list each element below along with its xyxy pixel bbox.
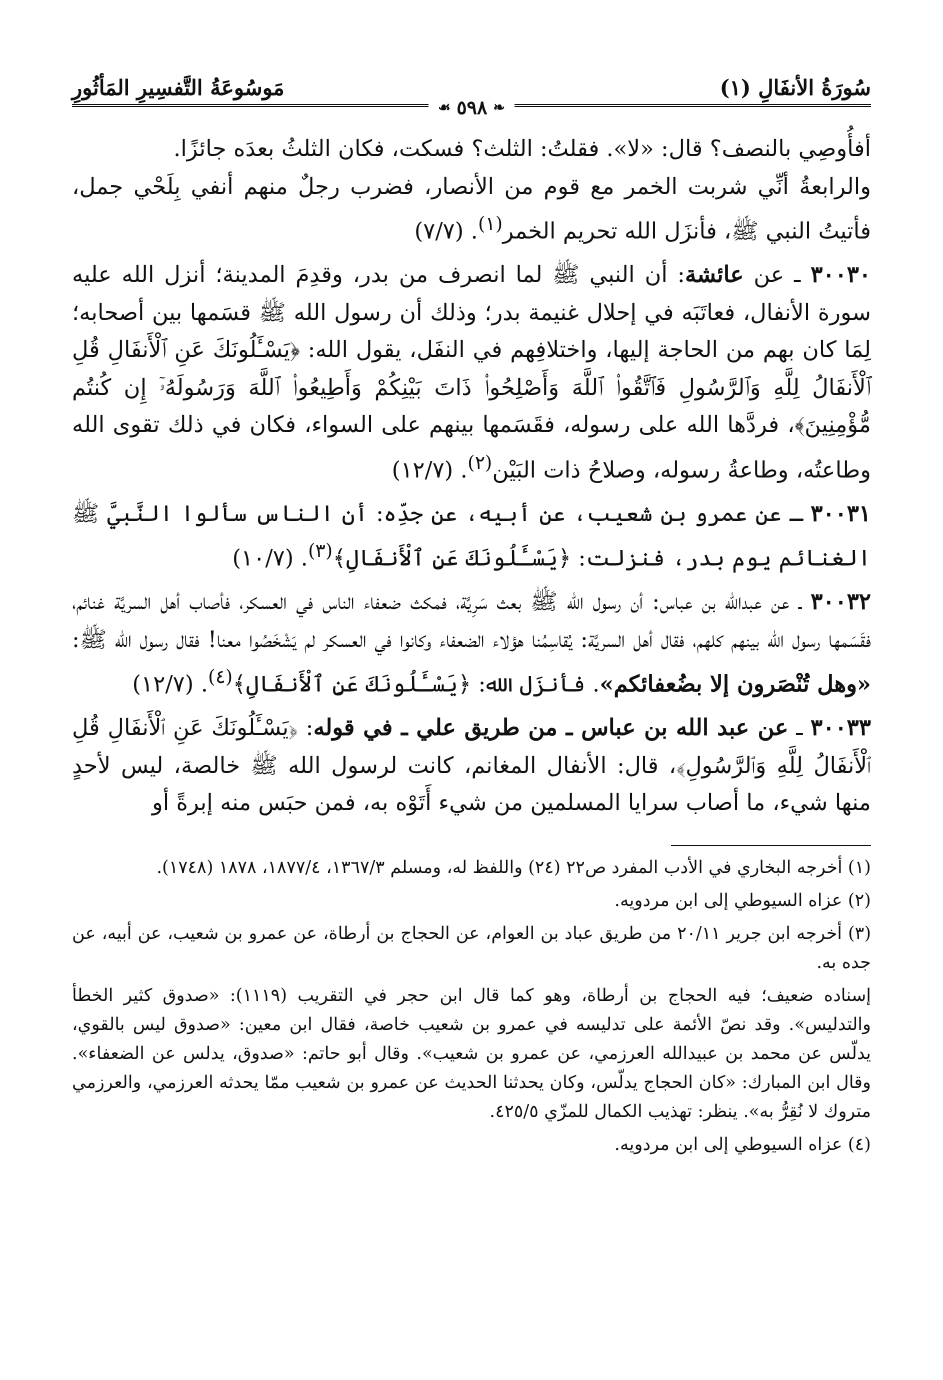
hadith-number: ٣٠٠٣١ bbox=[810, 500, 871, 527]
cross-ref: . (١٢/٧) bbox=[132, 671, 208, 698]
narrator-name: عائشة bbox=[684, 262, 744, 288]
hadith-prefix: ـ bbox=[788, 715, 811, 741]
prophetic-saying: «وهل تُنْصَرون إلا بضُعفائكم» bbox=[599, 671, 871, 698]
footnote-2: (٢) عزاه السيوطي إلى ابن مردويه. bbox=[614, 890, 871, 911]
footnote-4: (٤) عزاه السيوطي إلى ابن مردويه. bbox=[614, 1134, 871, 1155]
footnote-ref[interactable]: (٢) bbox=[467, 452, 493, 474]
paragraph-continuation bbox=[72, 131, 871, 251]
cross-ref: . (٧/٧) bbox=[414, 218, 478, 245]
ornament-icon: ☙ bbox=[438, 100, 451, 116]
page-number: ٥٩٨ bbox=[456, 97, 488, 119]
page-number-box bbox=[428, 97, 515, 119]
footnote-ref[interactable]: (٣) bbox=[307, 541, 333, 562]
hadith-text: ـ عن عبدالله بن عباس: أن رسول الله ﷺ بعث سَرِيَّة، فمكث ضعفاء الناس في العسكر، فأصاب أهل السريَّة غنائم، فقَسَمها رسول الله بينهم كلهم، فقال أهل السريَّة: يُقاسِمُنا هؤلاء الضعفاء وكانوا في العسكر لم يَشْخَصُوا معنا! فقال رسول الله ﷺ: bbox=[72, 589, 871, 653]
footnote-3-continued: إسناده ضعيف؛ فيه الحجاج بن أرطاة، وهو كما قال ابن حجر في التقريب (١١١٩): «صدوق كثير الخطأ والتدليس». وقد نصّ الأئمة على تدليسه في عمرو بن شعيب خاصة، فقال ابن معين: «صدوق ليس بالقوي، يدلّس عن محمد بن عبيدالله العرزمي، عن عمرو بن شعيب». وقال أبو حاتم: «صدوق، يدلس عن الضعفاء». وقال ابن المبارك: «كان الحجاج يدلّس، وكان يحدثنا الحديث عن عمرو بن شعيب ممّا يحدثه العرزمي، والعرزمي متروك لا نُقِرُّ به». ينظر: تهذيب الكمال للمزّي ٤٢٥/٥. bbox=[72, 985, 871, 1122]
main-text bbox=[72, 131, 871, 823]
footnote-3: (٣) أخرجه ابن جرير ٢٠/١١ من طريق عباد بن العوام، عن الحجاج بن أرطاة، عن عمرو بن شعيب، عن أبيه، عن جده به. bbox=[72, 923, 872, 973]
hadith-number: ٣٠٠٣٣ bbox=[810, 715, 871, 741]
hadith-text: . فأنزَل الله: ﴿يَسْـَٔلُونَكَ عَنِ ٱلْأَنفَالِ﴾ bbox=[232, 671, 600, 698]
text-line: والرابعةُ أنِّي شربت الخمر مع قوم من الأنصار، فضرب رجلٌ منهم أنفي بِلَحْي bbox=[133, 173, 871, 200]
text-line: جمل، فأتيتُ النبي ﷺ، فأنزَل الله تحريم الخمر bbox=[72, 173, 871, 245]
hadith-30033 bbox=[72, 710, 871, 823]
ornament-icon: ❧ bbox=[493, 100, 505, 116]
book-title: مَوسُوعَةُ التَّفسِيرِ المَأثُورِ bbox=[72, 75, 285, 100]
text-line: أفأُوصِي بالنصف؟ قال: «لا». فقلتُ: الثلث؟ فسكت، فكان الثلثُ بعدَه جائزًا. bbox=[173, 136, 871, 162]
hadith-prefix: ـ عن bbox=[743, 262, 811, 288]
footnotes bbox=[72, 854, 871, 1160]
hadith-30032 bbox=[72, 584, 871, 704]
footnote-1: (١) أخرجه البخاري في الأدب المفرد ص٢٢ (٢٤) واللفظ له، ومسلم ١٣٦٧/٣، ١٨٧٧/٤، ١٨٧٨ (١٧٤٨). bbox=[156, 857, 871, 878]
cross-ref: . (١٠/٧) bbox=[232, 545, 308, 572]
footnote-separator bbox=[671, 845, 871, 846]
hadith-text: ـ عن عمرو بن شعيب، عن أبيه، عن جدِّه: أن الناس سألوا النَّبيَّ ﷺ الغنائم يوم بدر، فنزلت: ﴿يَسْـَٔلُونَكَ عَنِ ٱلْأَنفَالِ﴾ bbox=[72, 500, 871, 572]
narrator-name: عن عبد الله بن عباس ـ من طريق علي ـ في قوله bbox=[313, 715, 789, 741]
hadith-number: ٣٠٠٣٠ bbox=[810, 262, 871, 288]
surah-title: سُورَةُ الأنفَالِ (١) bbox=[719, 75, 871, 100]
cross-ref: . (١٢/٧) bbox=[391, 457, 468, 483]
footnote-ref[interactable]: (٤) bbox=[207, 667, 233, 688]
hadith-30030 bbox=[72, 257, 871, 490]
hadith-number: ٣٠٠٣٢ bbox=[810, 589, 871, 615]
hadith-text: : ﴿يَسْـَٔلُونَكَ عَنِ ٱلْأَنفَالِ قُلِ ٱلْأَنفَالُ لِلَّهِ وَٱلرَّسُولِ﴾، قال: الأنفال المغانم، كانت لرسول الله ﷺ خالصة، ليس لأحدٍ منها شيء، ما أصاب سرايا المسلمين من شيء أَتَوْه به، فمن حبَس منه إبرةً أو bbox=[72, 715, 871, 816]
hadith-text: : أن النبي ﷺ لما انصرف من بدر، وقدِمَ المدينة؛ أنزل الله عليه سورة الأنفال، فعاتَبَه في إحلال غنيمة بدر؛ وذلك أن رسول الله ﷺ قسَمها بين أصحابه؛ لِمَا كان بهم من الحاجة إليها، واختلافِهم في النفَل، يقول الله: ﴿يَسْـَٔلُونَكَ عَنِ ٱلْأَنفَالِ قُلِ ٱلْأَنفَالُ لِلَّهِ وَٱلرَّسُولِ فَٱتَّقُوا۟ ٱللَّهَ وَأَصْلِحُوا۟ ذَاتَ بَيْنِكُمْ وَأَطِيعُوا۟ ٱللَّهَ وَرَسُولَهُۥٓ إِن كُنتُم مُّؤْمِنِينَ﴾، فردَّها الله على رسوله، فقَسَمها بينهم على السواء، فكان في ذلك تقوى الله وطاعتُه، وطاعةُ رسوله، وصلاحُ ذات البَيْن bbox=[72, 262, 871, 483]
hadith-30031 bbox=[72, 496, 871, 579]
page-header bbox=[72, 60, 871, 119]
footnote-ref[interactable]: (١) bbox=[477, 214, 503, 235]
